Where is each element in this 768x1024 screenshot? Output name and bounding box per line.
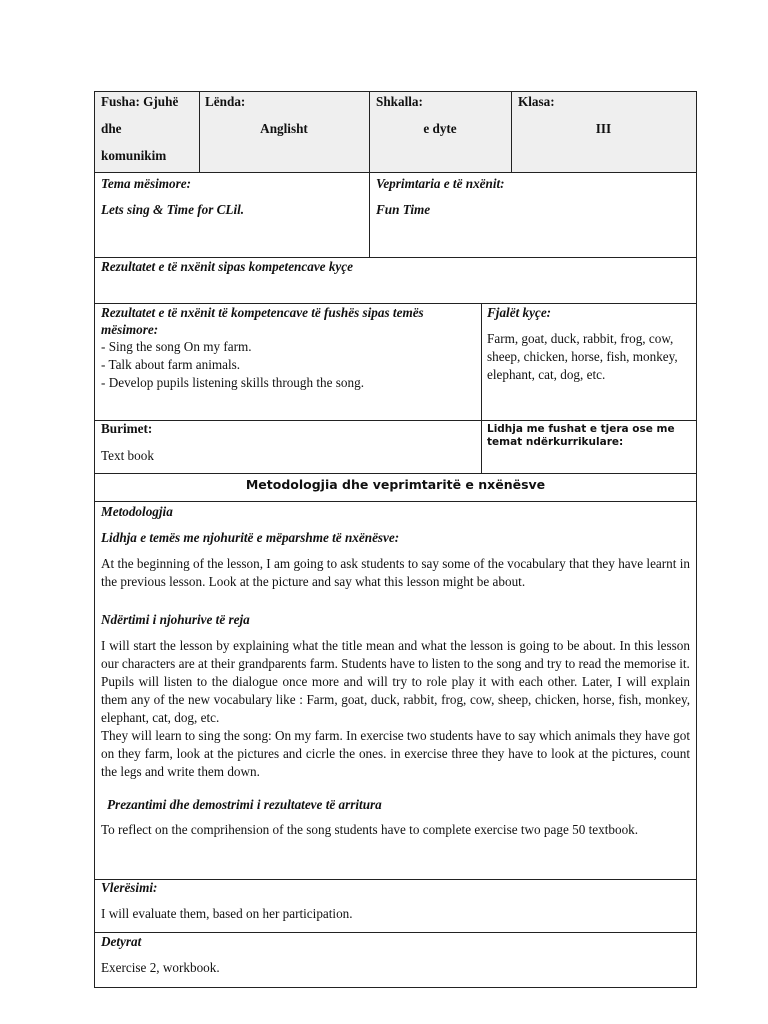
ndertimi-title: Ndërtimi i njohurive të reja <box>101 612 250 627</box>
metodologjia-cell <box>101 503 690 838</box>
rezultatet-item: - Develop pupils listening skills through the song. <box>101 375 365 390</box>
row-divider <box>95 501 696 502</box>
ndertimi-paragraph: I will start the lesson by explaining what the title mean and what the lesson is going to be about. In this lesson our characters are at their grandparents farm. Students have to listen to the song and try to read the memorise it. <box>101 638 690 671</box>
klasa-label: Klasa: <box>518 94 555 109</box>
burimet-label: Burimet: <box>101 421 153 436</box>
row-divider <box>95 172 696 173</box>
fusha-label: Fusha: Gjuhë <box>101 94 179 109</box>
lenda-label: Lënda: <box>205 94 246 109</box>
lidhja-title: Lidhja e temës me njohuritë e mëparshme të nxënësve: <box>101 530 400 545</box>
rezultatet-kyce: Rezultatet e të nxënit sipas kompetencave kyçe <box>101 259 353 274</box>
col-divider <box>481 303 482 473</box>
fusha-cell <box>101 93 197 165</box>
vleresimi-label: Vlerësimi: <box>101 880 158 895</box>
tema-label: Tema mësimore: <box>101 176 191 191</box>
burimet-value: Text book <box>101 448 154 463</box>
rezultatet-fushes-label: Rezultatet e të nxënit të kompetencave të fushës sipas temës mësimore: <box>101 305 424 337</box>
prezantimi-title: Prezantimi dhe demostrimi i rezultateve të arritura <box>107 797 382 812</box>
fjalet-cell <box>487 304 692 384</box>
col-divider <box>369 92 370 257</box>
lidhja-text: At the beginning of the lesson, I am going to ask students to say some of the vocabulary that they have learnt in the previous lesson. Look at the picture and say what this lesson might be about. <box>101 556 690 589</box>
rezultatet-item: - Sing the song On my farm. <box>101 339 252 354</box>
shkalla-value: e dyte <box>423 121 457 136</box>
metodologjia-title: Metodologjia <box>101 504 173 519</box>
detyrat-label: Detyrat <box>101 934 142 949</box>
prezantimi-text: To reflect on the comprihension of the song students have to complete exercise two page 50 textbook. <box>101 822 639 837</box>
tema-value: Lets sing & Time for CLil. <box>101 202 245 217</box>
lidhja-fushat: Lidhja me fushat e tjera ose me temat ndërkurrikulare: <box>487 423 675 448</box>
lesson-plan-table <box>94 91 697 988</box>
fusha-line2: dhe <box>101 121 122 136</box>
ndertimi-paragraph: Pupils will listen to the dialogue once more and will try to role play it with each other. Later, I will explain them any of the new vocabulary like : Farm, goat, duck, rabbit, frog, cow, sheep, chicken, horse, fish, monkey, elephant, cat, dog, etc. <box>101 674 690 725</box>
fjalet-value: Farm, goat, duck, rabbit, frog, cow, sheep, chicken, horse, fish, monkey, elephant, cat, dog, etc. <box>487 331 678 382</box>
rezultatet-item: - Talk about farm animals. <box>101 357 241 372</box>
shkalla-label: Shkalla: <box>376 94 423 109</box>
detyrat-value: Exercise 2, workbook. <box>101 960 220 975</box>
vleresimi-value: I will evaluate them, based on her participation. <box>101 906 353 921</box>
rezultatet-fushes-cell <box>101 304 477 392</box>
fusha-line3: komunikim <box>101 148 167 163</box>
veprimtaria-value: Fun Time <box>376 202 431 217</box>
metodologjia-header: Metodologjia dhe veprimtaritë e nxënësve <box>245 477 546 492</box>
klasa-value: III <box>595 121 612 136</box>
fjalet-label: Fjalët kyçe: <box>487 305 552 320</box>
veprimtaria-label: Veprimtaria e të nxënit: <box>376 176 505 191</box>
lenda-value: Anglisht <box>260 121 308 136</box>
ndertimi-paragraph: They will learn to sing the song: On my farm. In exercise two students have to say which animals they have got on they farm, look at the pictures and cicrle the ones. in exercise three they have to look at the pictures, count the legs and write them down. <box>101 728 690 779</box>
